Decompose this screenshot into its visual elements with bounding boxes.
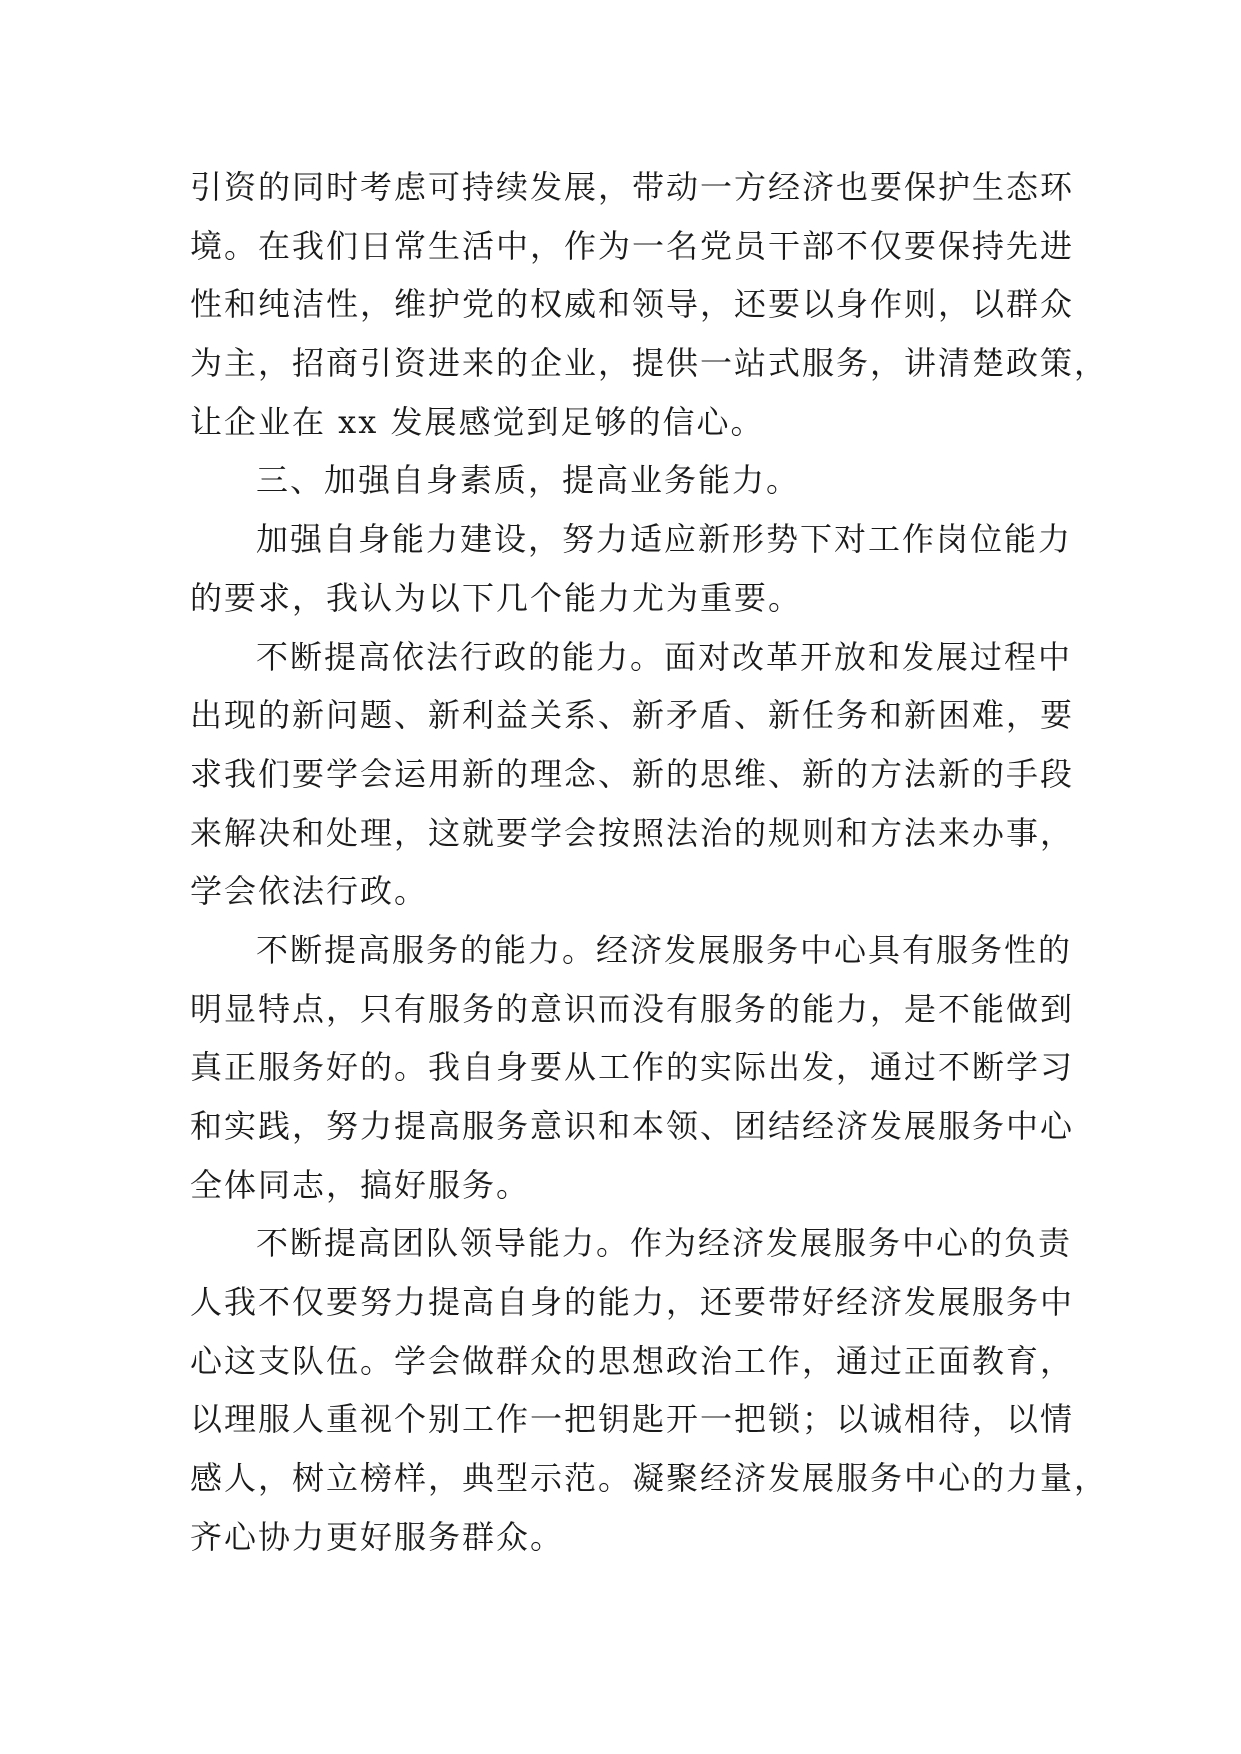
text-line: 境。在我们日常生活中，作为一名党员干部不仅要保持先进: [190, 226, 1075, 265]
text-line: 为主，招商引资进来的企业，提供一站式服务，讲清楚政策，: [190, 344, 1109, 383]
text-line: 加强自身能力建设，努力适应新形势下对工作岗位能力: [256, 520, 1073, 559]
text-line: 齐心协力更好服务群众。: [190, 1517, 565, 1556]
section-heading: 三、加强自身素质，提高业务能力。: [256, 461, 801, 500]
text-line: 以理服人重视个别工作一把钥匙开一把锁；以诚相待，以情: [190, 1400, 1075, 1439]
text-line: 心这支队伍。学会做群众的思想政治工作，通过正面教育，: [190, 1341, 1075, 1380]
text-line: 明显特点，只有服务的意识而没有服务的能力，是不能做到: [190, 989, 1075, 1028]
text-line: 全体同志，搞好服务。: [190, 1165, 531, 1204]
document-body: [190, 158, 1109, 1567]
text-line: 引资的同时考虑可持续发展，带动一方经济也要保护生态环: [190, 168, 1075, 206]
text-line: 求我们要学会运用新的理念、新的思维、新的方法新的手段: [190, 754, 1075, 793]
text-line: 不断提高团队领导能力。作为经济发展服务中心的负责: [256, 1224, 1073, 1263]
text-line: 真正服务好的。我自身要从工作的实际出发，通过不断学习: [190, 1048, 1075, 1087]
text-line: 性和纯洁性，维护党的权威和领导，还要以身作则，以群众: [190, 285, 1075, 324]
text-line: 不断提高依法行政的能力。面对改革开放和发展过程中: [256, 637, 1073, 676]
text-line: 来解决和处理，这就要学会按照法治的规则和方法来办事，: [190, 813, 1075, 852]
text-line: 和实践，努力提高服务意识和本领、团结经济发展服务中心: [190, 1107, 1075, 1145]
text-line: 学会依法行政。: [190, 872, 429, 911]
text-line: 的要求，我认为以下几个能力尤为重要。: [190, 578, 803, 617]
text-line: 出现的新问题、新利益关系、新矛盾、新任务和新困难，要: [190, 696, 1075, 735]
text-line: 不断提高服务的能力。经济发展服务中心具有服务性的: [256, 930, 1073, 969]
text-line: 感人，树立榜样，典型示范。凝聚经济发展服务中心的力量，: [190, 1459, 1109, 1498]
text-line: 人我不仅要努力提高自身的能力，还要带好经济发展服务中: [190, 1283, 1075, 1322]
text-line: 让企业在 xx 发展感觉到足够的信心。: [190, 402, 765, 441]
